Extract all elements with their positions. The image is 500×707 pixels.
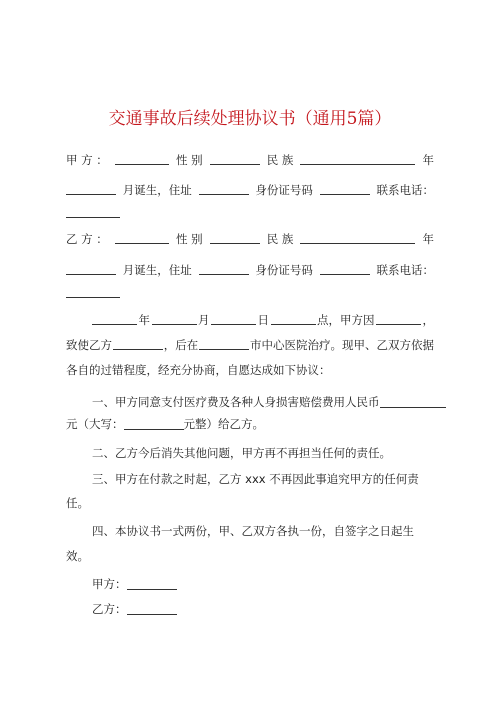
party-b-gender-label: 性 别 (175, 232, 203, 246)
party-a-id-blank (320, 182, 370, 195)
clause-3-line-2: 任。 (66, 496, 89, 510)
clause-1-amount-blank (380, 395, 446, 408)
incident-year-blank (92, 312, 137, 325)
incident-injury-blank (113, 337, 163, 350)
clause-1-cont-suffix: 元整）给乙方。 (183, 417, 264, 431)
clause-1-line-1 (92, 394, 446, 410)
incident-month-label: 月 (198, 313, 210, 327)
party-b-birth-label: 月诞生，住址 (122, 263, 192, 277)
party-a-label: 甲 方 ： (66, 153, 108, 167)
incident-hospital-text: 市中心医院治疗。现甲、乙双方依据 (250, 338, 434, 352)
party-b-phone-label: 联系电话： (376, 263, 434, 277)
signature-b-blank (127, 602, 177, 615)
incident-line-1 (92, 312, 434, 328)
party-b-id-label: 身份证号码 (255, 263, 313, 277)
party-b-gender-blank (210, 231, 260, 244)
clause-1-text: 一、甲方同意支付医疗费及各种人身损害赔偿费用人民币 (92, 395, 380, 409)
clause-2: 二、乙方今后消失其他问题，甲方再不再担当任何的责任。 (92, 446, 391, 460)
party-b-line-3 (66, 284, 120, 300)
clause-1-amount-words-blank (124, 417, 184, 430)
party-b-id-blank (320, 262, 370, 275)
signature-a-blank (127, 577, 177, 590)
signature-b (92, 601, 177, 617)
party-a-birth-month-blank (66, 182, 116, 195)
document-title: 交通事故后续处理协议书（通用5篇） (108, 109, 392, 129)
party-a-id-label: 身份证号码 (255, 183, 313, 197)
party-a-line-2 (66, 182, 434, 198)
clause-1-line-2 (66, 416, 264, 432)
incident-day-label: 日 (257, 313, 269, 327)
incident-day-blank (211, 312, 256, 325)
party-a-gender-blank (210, 152, 260, 165)
party-a-ethnicity-label: 民 族 (266, 153, 294, 167)
incident-hour-reason-label: 点，甲方因 (317, 313, 375, 327)
clause-3-line-1: 三、甲方在付款之时起，乙方 xxx 不再因此事追究甲方的任何责 (92, 472, 419, 486)
incident-line-2 (66, 337, 434, 353)
party-b-year-label: 年 (422, 232, 434, 246)
party-b-address-blank (199, 262, 249, 275)
party-b-line-1 (66, 231, 434, 247)
party-b-ethnicity-blank (300, 231, 415, 244)
party-a-address-blank (199, 182, 249, 195)
party-b-name-blank (115, 231, 169, 244)
party-a-name-blank (115, 152, 169, 165)
clause-4-line-2: 效。 (66, 549, 89, 563)
party-a-phone-label: 联系电话： (376, 183, 434, 197)
party-a-gender-label: 性 别 (175, 153, 203, 167)
party-a-line-1 (66, 152, 434, 168)
party-a-phone-blank (66, 205, 120, 218)
party-a-line-3 (66, 204, 120, 220)
signature-a-label: 甲方： (92, 577, 127, 591)
incident-caused-label: 致使乙方 (66, 338, 112, 352)
incident-hour-blank (271, 312, 316, 325)
party-a-birth-label: 月诞生，住址 (122, 183, 192, 197)
party-b-label: 乙 方 ： (66, 232, 108, 246)
incident-reason-blank (376, 312, 421, 325)
incident-after-label: ，后在 (163, 338, 199, 352)
incident-year-label: 年 (138, 313, 150, 327)
incident-city-blank (199, 337, 249, 350)
signature-b-label: 乙方： (92, 602, 127, 616)
clause-1-cont-prefix: 元（大写： (66, 417, 124, 431)
incident-month-blank (152, 312, 197, 325)
incident-comma: ， (422, 313, 434, 327)
party-a-ethnicity-blank (300, 152, 415, 165)
clause-4-line-1: 四、本协议书一式两份，甲、乙双方各执一份，自签字之日起生 (92, 524, 414, 538)
signature-a (92, 576, 177, 592)
party-a-year-label: 年 (422, 153, 434, 167)
incident-line-3: 各自的过错程度，经充分协商，自愿达成如下协议： (66, 363, 331, 377)
party-b-phone-blank (66, 285, 120, 298)
party-b-ethnicity-label: 民 族 (266, 232, 294, 246)
party-b-birth-month-blank (66, 262, 116, 275)
party-b-line-2 (66, 262, 434, 278)
